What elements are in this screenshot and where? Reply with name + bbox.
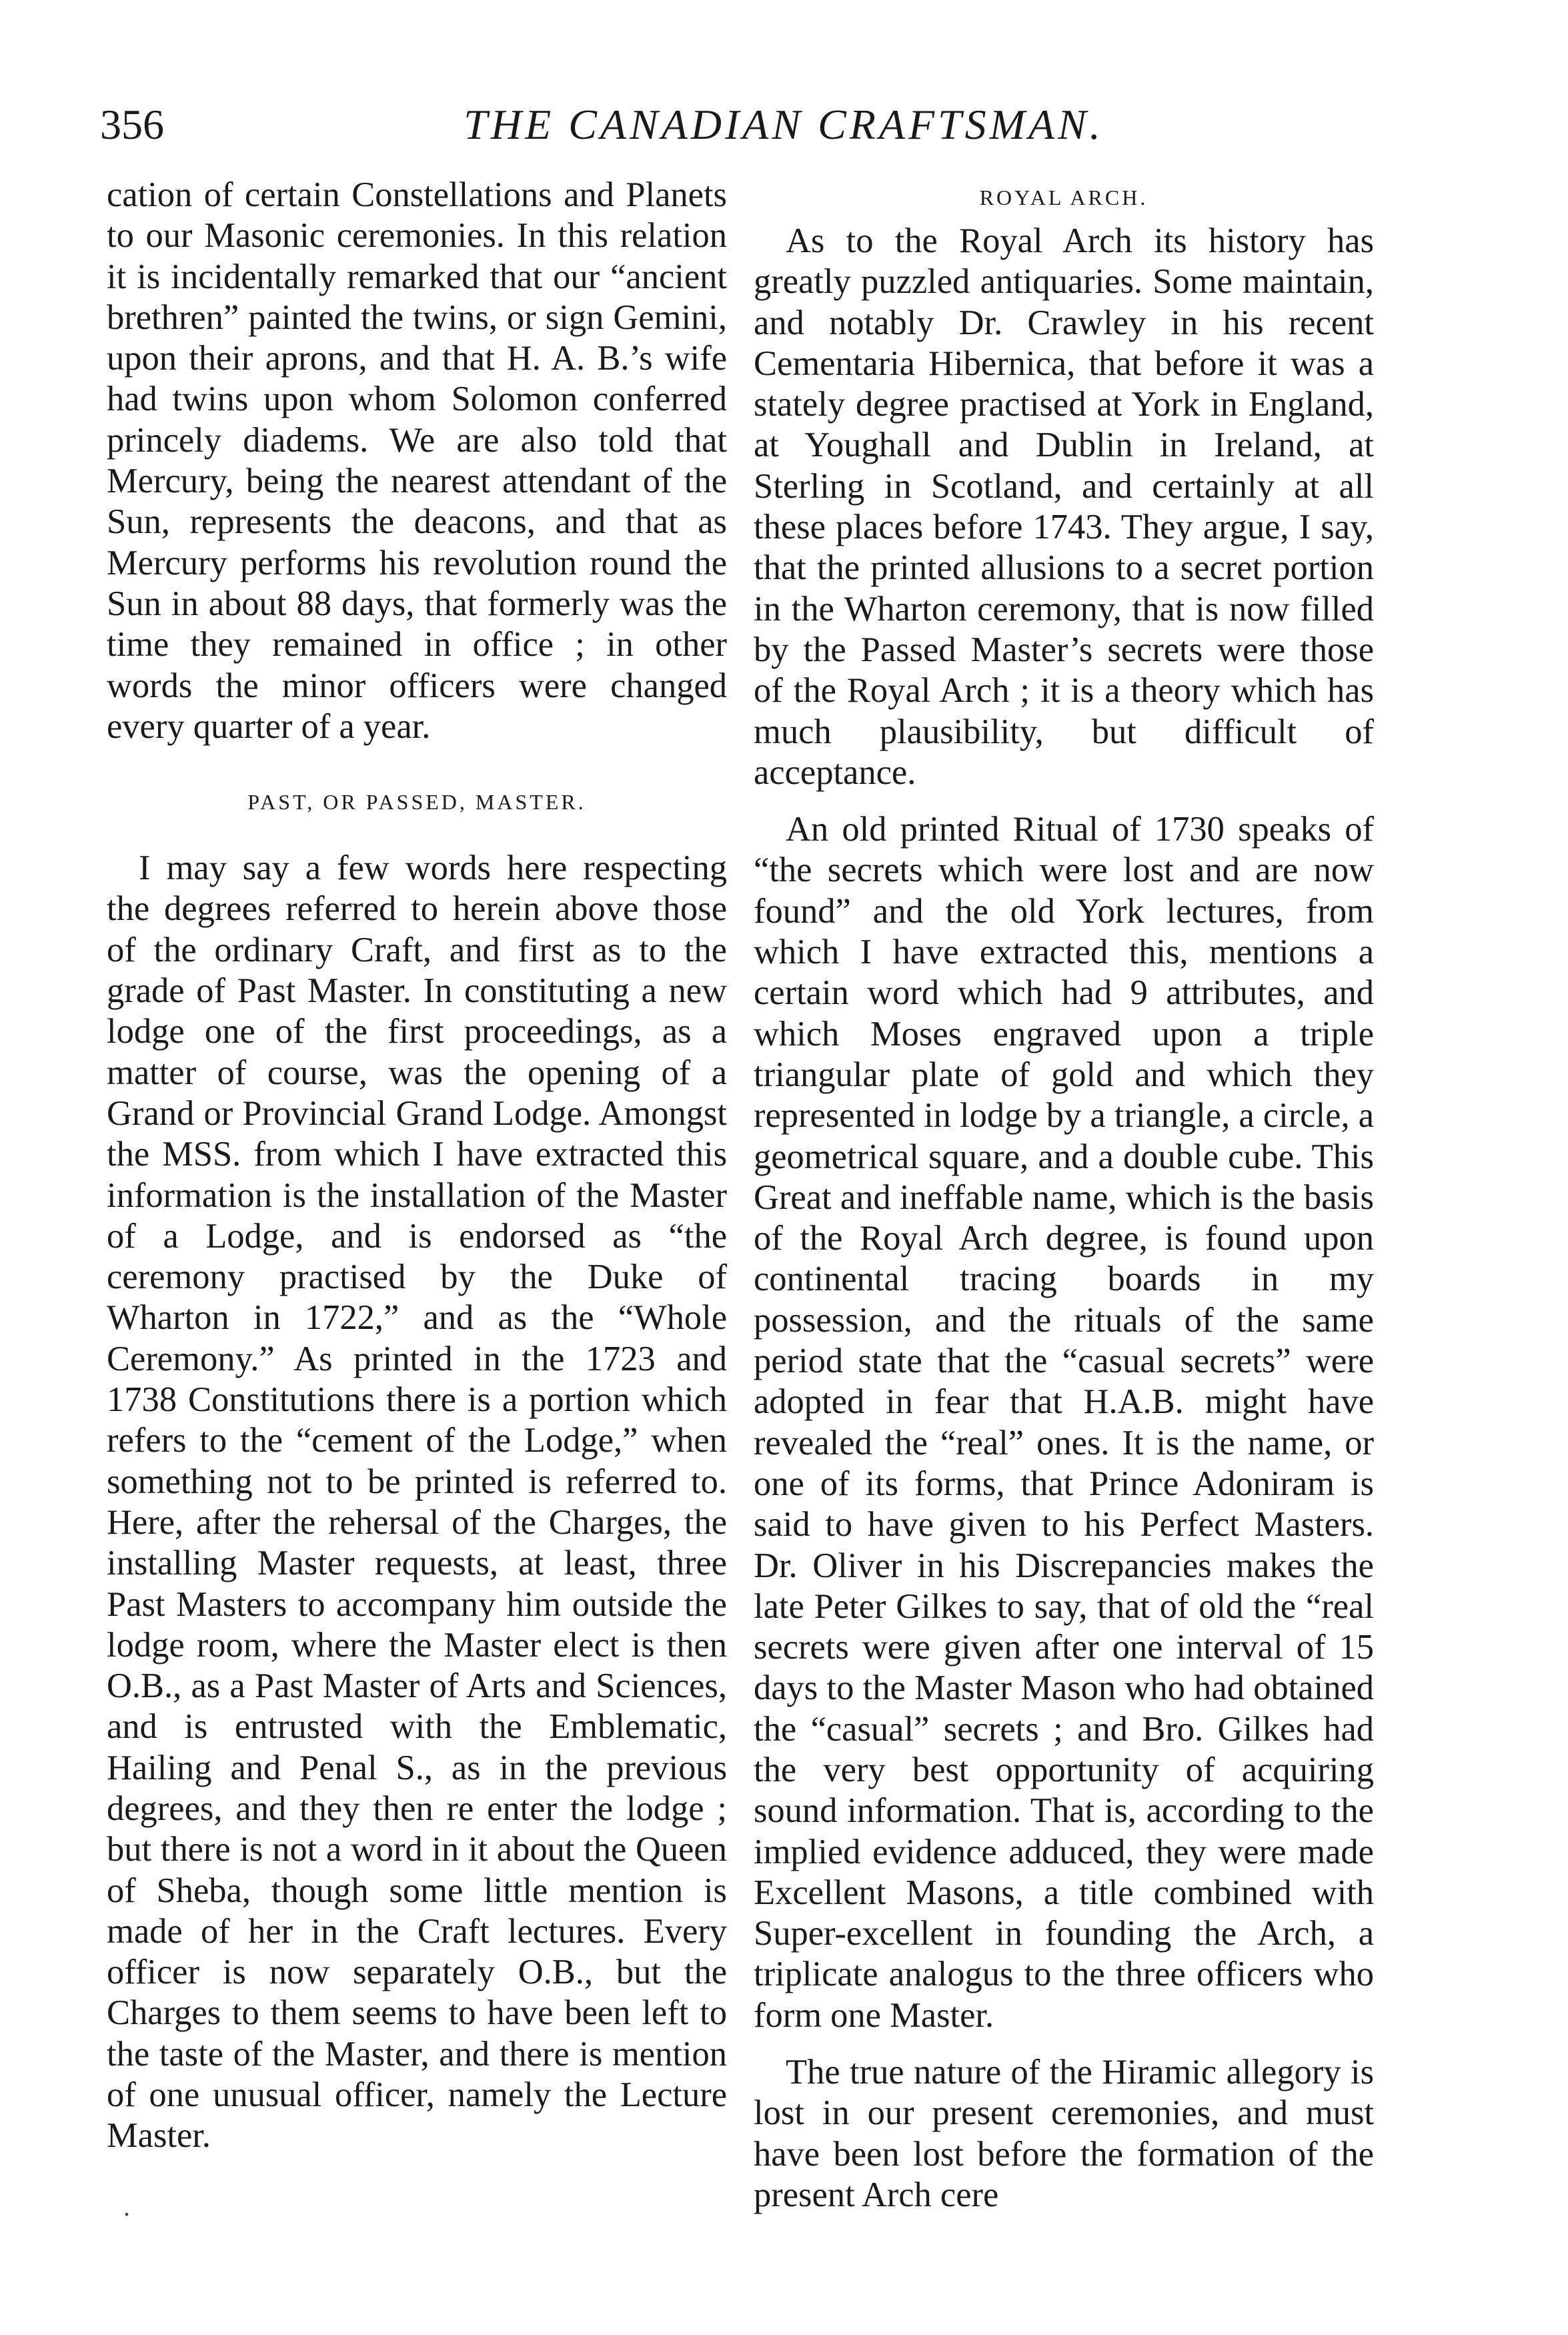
- section-heading: PAST, OR PASSED, MASTER.: [247, 790, 586, 815]
- page-number: 356: [100, 101, 164, 148]
- paragraph: cation of certain Constellations and Planets to our Masonic ceremonies. In this relation it is incidentally remarked that our “ancient brethren” painted the twins, or sign Gemini, upon their aprons, and that H. A. B.’s wife had twins upon whom Solomon conferred princely diadems. We are also told that Mercury, being the nearest attendant of the Sun, represents the deacons, and that as Mercury performs his revolution round the Sun in about 88 days, that formerly was the time they remained in office ; in other words the minor officers were changed every quarter of a year.: [107, 175, 727, 746]
- running-title: THE CANADIAN CRAFTSMAN.: [464, 101, 1104, 148]
- paragraph: An old printed Ritual of 1730 speaks of “the secrets which were lost and are now found” and the old York lectures, from which I have extracted this, mentions a certain word which had 9 attributes, and which Moses engraved upon a triple triangular plate of gold and which they represented in lodge by a triangle, a circle, a geometrical square, and a double cube. This Great and ineffable name, which is the basis of the Royal Arch degree, is found upon continental tracing boards in my possession, and the rituals of the same period state that the “casual secrets” were adopted in fear that H.A.B. might have revealed the “real” ones. It is the name, or one of its forms, that Prince Adoniram is said to have given to his Perfect Masters. Dr. Oliver in his Discrepancies makes the late Peter Gilkes to say, that of old the “real secrets were given after one interval of 15 days to the Master Mason who had obtained the “casual” secrets ; and Bro. Gilkes had the very best opportunity of acquiring sound information. That is, according to the implied evidence adduced, they were made Excellent Masons, a title combined with Super-excellent in founding the Arch, a triplicate analogus to the three officers who form one Master.: [754, 810, 1374, 2035]
- section-heading: ROYAL ARCH.: [979, 185, 1148, 209]
- paragraph: As to the Royal Arch its history has greatly puzzled antiquaries. Some maintain, and notably Dr. Crawley in his recent Cementaria Hibernica, that before it was a stately degree practised at York in England, at Youghall and Dublin in Ireland, at Sterling in Scotland, and certainly at all these places before 1743. They argue, I say, that the printed allusions to a secret portion in the Wharton ceremony, that is now filled by the Passed Master’s secrets were those of the Royal Arch ; it is a theory which has much plausibility, but difficult of acceptance.: [754, 221, 1374, 792]
- right-column: [754, 175, 1374, 2216]
- paragraph: I may say a few words here respecting the degrees referred to herein above those of the ordinary Craft, and first as to the grade of Past Master. In constituting a new lodge one of the first proceedings, as a matter of course, was the opening of a Grand or Provincial Grand Lodge. Amongst the MSS. from which I have extracted this information is the installation of the Master of a Lodge, and is endorsed as “the ceremony practised by the Duke of Wharton in 1722,” and as the “Whole Ceremony.” As printed in the 1723 and 1738 Constitutions there is a portion which refers to the “cement of the Lodge,” when something not to be printed is referred to. Here, after the rehersal of the Charges, the installing Master requests, at least, three Past Masters to accompany him outside the lodge room, where the Master elect is then O.B., as a Past Master of Arts and Sciences, and is entrusted with the Emblematic, Hailing and Penal S., as in the previous degrees, and they then re enter the lodge ; but there is not a word in it about the Queen of Sheba, though some little mention is made of her in the Craft lectures. Every officer is now separately O.B., but the Charges to them seems to have been left to the taste of the Master, and there is mention of one unusual officer, namely the Lecture Master.: [107, 849, 727, 2156]
- page-header: [100, 100, 1467, 160]
- left-column: [107, 175, 727, 2157]
- footer-mark: .: [123, 2192, 130, 2222]
- paragraph: The true nature of the Hiramic allegory is lost in our present ceremonies, and must have been lost before the formation of the present Arch cere: [754, 2053, 1374, 2214]
